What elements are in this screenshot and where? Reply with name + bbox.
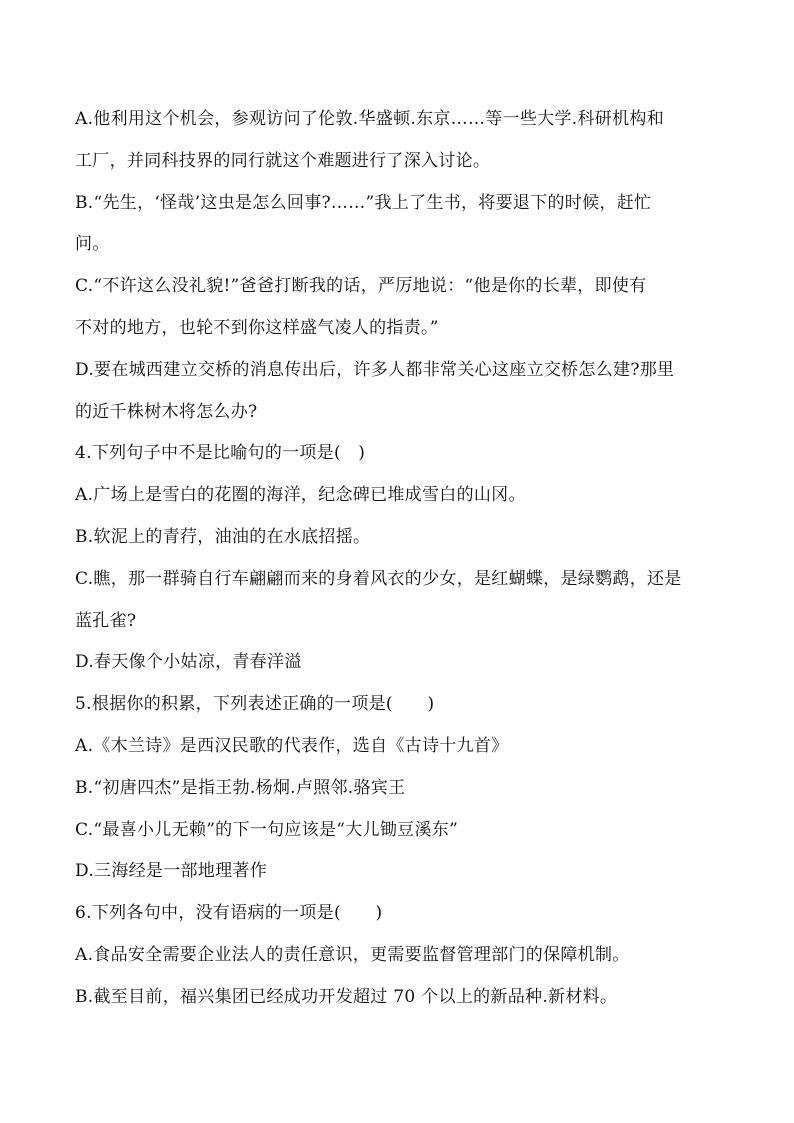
question-5: 5.根据你的积累，下列表述正确的一项是( ) — [75, 694, 435, 715]
option-a-line-1: A.他利用这个机会，参观访问了伦敦.华盛顿.东京……等一些大学.科研机构和 — [75, 109, 664, 129]
option-b-line-2: 问。 — [75, 234, 110, 255]
question-6: 6.下列各句中，没有语病的一项是( ) — [75, 903, 383, 924]
q4-option-d: D.春天像个小姑凉，青春洋溢 — [75, 652, 302, 673]
q4-option-b: B.软泥上的青荇，油油的在水底招摇。 — [75, 526, 371, 547]
q5-option-c: C.“最喜小儿无赖”的下一句应该是“大儿锄豆溪东” — [75, 819, 459, 840]
q5-option-a: A.《木兰诗》是西汉民歌的代表作，选自《古诗十九首》 — [75, 735, 509, 756]
option-b-line-1: B.“先生，‘怪哉’这虫是怎么回事?……”我上了生书，将要退下的时候，赶忙 — [75, 192, 652, 213]
q6-option-b: B.截至目前，福兴集团已经成功开发超过 70 个以上的新品种.新材料。 — [75, 986, 618, 1007]
document-body — [75, 99, 725, 1019]
q6-option-a: A.食品安全需要企业法人的责任意识，更需要监督管理部门的保障机制。 — [75, 944, 630, 965]
option-d-line-1: D.要在城西建立交桥的消息传出后，许多人都非常关心这座立交桥怎么建?那里 — [75, 359, 675, 380]
question-4: 4.下列句子中不是比喻句的一项是( ) — [75, 443, 366, 464]
q5-option-d: D.三海经是一部地理著作 — [75, 861, 268, 882]
option-a-line-2: 工厂，并同科技界的同行就这个难题进行了深入讨论。 — [75, 150, 491, 171]
q5-option-b: B.“初唐四杰”是指王勃.杨炯.卢照邻.骆宾王 — [75, 777, 406, 798]
q4-option-a: A.广场上是雪白的花圈的海洋，纪念碑已堆成雪白的山冈。 — [75, 485, 526, 506]
q4-option-c-line-2: 蓝孔雀? — [75, 610, 137, 631]
q4-option-c-line-1: C.瞧，那一群骑自行车翩翩而来的身着风衣的少女，是红蝴蝶，是绿鹦鹉，还是 — [75, 568, 682, 589]
option-c-line-2: 不对的地方，也轮不到你这样盛气凌人的指责。” — [75, 317, 439, 338]
option-d-line-2: 的近千株树木将怎么办? — [75, 401, 258, 422]
option-c-line-1: C.“不许这么没礼貌!”爸爸打断我的话，严厉地说：“他是你的长辈，即使有 — [75, 276, 647, 297]
